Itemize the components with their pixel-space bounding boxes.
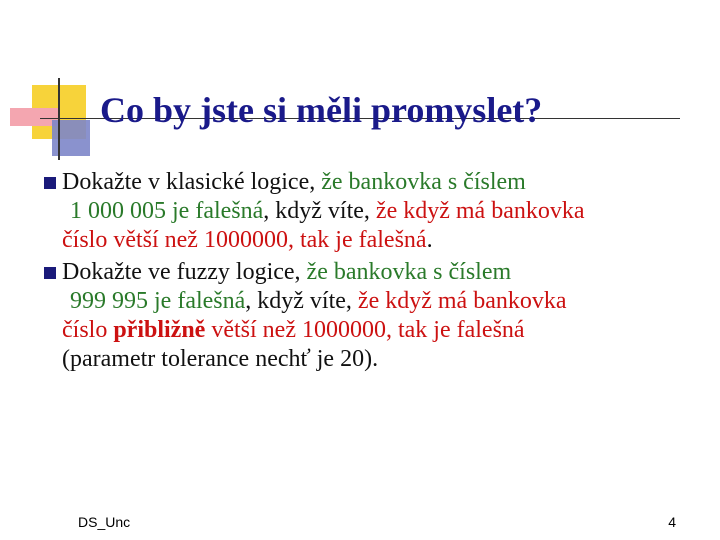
bullet-text: Dokažte v klasické logice, — [62, 169, 322, 195]
bullet-text: Dokažte ve fuzzy logice, — [62, 259, 307, 285]
bullet-line — [62, 258, 700, 287]
bullet-list — [40, 168, 700, 374]
bullet-text-red: že když má bankovka — [357, 288, 567, 314]
bullet-text-green: 999 995 je falešná — [70, 288, 246, 314]
bullet-text-green: 1 000 005 je falešná — [70, 198, 264, 224]
bullet-square-icon — [44, 267, 56, 279]
decorative-vertical-line — [58, 78, 60, 160]
bullet-text-red: číslo větší než 1000000, tak je falešná — [62, 227, 427, 253]
bullet-line — [62, 316, 700, 345]
bullet-text-green: že bankovka s číslem — [321, 169, 526, 195]
slide-title: Co by jste si měli promyslet? — [100, 90, 543, 130]
bullet-square-icon — [44, 177, 56, 189]
bullet-text: , když víte, — [263, 198, 376, 224]
bullet-line — [62, 168, 700, 197]
bullet-text-red: větší než 1000000, tak je falešná — [205, 317, 525, 343]
bullet-text-red: že když má bankovka — [375, 198, 585, 224]
page-number: 4 — [668, 514, 676, 530]
bullet-line — [62, 287, 700, 316]
bullet-item-classical-logic — [40, 168, 700, 255]
bullet-line — [62, 345, 700, 374]
bullet-line — [62, 226, 700, 255]
bullet-text-green: že bankovka s číslem — [306, 259, 512, 285]
bullet-text-red: číslo — [62, 317, 114, 343]
bullet-item-fuzzy-logic — [40, 258, 700, 374]
footer-label: DS_Unc — [78, 514, 131, 530]
decorative-red-bar — [10, 108, 58, 126]
bullet-line — [62, 197, 700, 226]
bullet-text-emphasis: přibližně — [113, 317, 206, 343]
bullet-text: , když víte, — [245, 288, 358, 314]
bullet-text: . — [426, 227, 433, 253]
bullet-text: (parametr tolerance nechť je 20). — [62, 346, 379, 372]
